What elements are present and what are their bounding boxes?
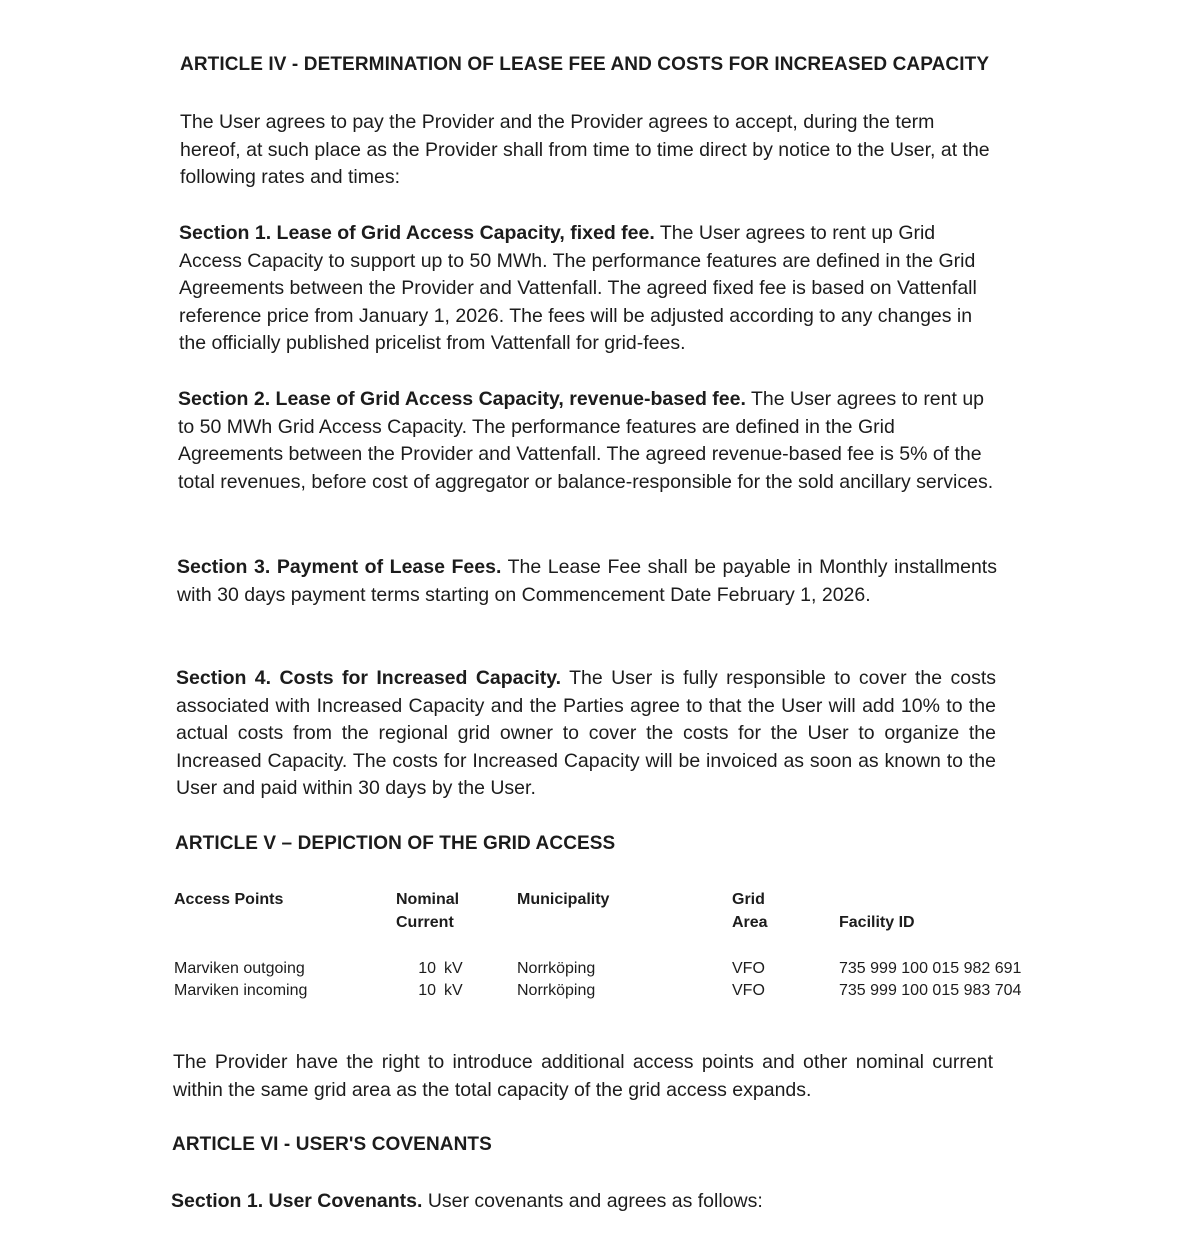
article-iv-heading: ARTICLE IV - DETERMINATION OF LEASE FEE AND COSTS FOR INCREASED CAPACITY — [180, 54, 990, 75]
section-2-heading: Section 2. Lease of Grid Access Capacity, revenue-based fee. — [178, 388, 746, 410]
row-2-current-unit: kV — [444, 982, 463, 999]
article-vi-section-1-text: User covenants and agrees as follows: — [427, 1190, 763, 1212]
col-header-municipality: Municipality — [517, 891, 610, 908]
col-header-facility-id: Facility ID — [839, 914, 915, 931]
row-2-current-value: 10 — [418, 982, 436, 999]
row-1-current-value: 10 — [418, 960, 436, 977]
row-1-current-unit: kV — [444, 960, 463, 977]
section-4-paragraph — [176, 665, 996, 803]
section-3-paragraph — [177, 554, 997, 609]
article-iv-intro: The User agrees to pay the Provider and the Provider agrees to accept, during the term hereof, at such place as the Provider shall from time to time direct by notice to the User, at the following rates and times: — [180, 111, 990, 189]
col-header-access-points: Access Points — [174, 891, 284, 908]
row-1-access-point: Marviken outgoing — [174, 960, 305, 977]
section-1-text: The User agrees to rent up Grid Access Capacity to support up to 50 MWh. The performance features are defined in the Grid Agreements between the Provider and Vattenfall. The agreed fixed fee is based on Vattenfall reference price from January 1, 2026. The fees will be adjusted according to any changes in the officially published pricelist from Vattenfall for grid-fees. — [179, 222, 977, 355]
section-2-text: The User agrees to rent up to 50 MWh Grid Access Capacity. The performance features are defined in the Grid Agreements between the Provider and Vattenfall. The agreed revenue-based fee is 5% of the total revenues, before cost of aggregator or balance-responsible for the sold ancillary services. — [178, 388, 994, 493]
row-2-access-point: Marviken incoming — [174, 982, 308, 999]
row-1-current — [414, 958, 463, 980]
article-vi-heading: ARTICLE VI - USER'S COVENANTS — [172, 1134, 492, 1155]
col-header-area: Area — [732, 914, 768, 931]
col-header-nominal: Nominal — [396, 891, 460, 908]
article-vi-section-1-heading: Section 1. User Covenants. — [171, 1190, 423, 1212]
col-header-grid: Grid — [732, 891, 765, 908]
row-2-facility-id: 735 999 100 015 983 704 — [839, 982, 1022, 999]
section-1-paragraph — [179, 220, 999, 358]
section-3-heading: Section 3. Payment of Lease Fees. — [177, 556, 502, 578]
row-2-current — [414, 980, 463, 1002]
article-v-heading: ARTICLE V – DEPICTION OF THE GRID ACCESS — [175, 833, 616, 854]
row-1-facility-id: 735 999 100 015 982 691 — [839, 960, 1022, 977]
article-vi-section-1-paragraph — [171, 1188, 991, 1216]
row-1-municipality: Norrköping — [517, 960, 596, 977]
section-4-heading: Section 4. Costs for Increased Capacity. — [176, 667, 562, 689]
section-2-paragraph — [178, 386, 998, 496]
section-1-heading: Section 1. Lease of Grid Access Capacity, fixed fee. — [179, 222, 655, 244]
row-2-municipality: Norrköping — [517, 982, 596, 999]
section-3-text: The Lease Fee shall be payable in Monthly installments with 30 days payment terms starting on Commencement Date February 1, 2026. — [177, 556, 997, 606]
section-4-text: The User is fully responsible to cover the costs associated with Increased Capacity and the Parties agree to that the User will add 10% to the actual costs from the regional grid owner to cover the costs for the User to organize the Increased Capacity. The costs for Increased Capacity will be invoiced as soon as known to the User and paid within 30 days by the User. — [176, 667, 996, 800]
article-v-note: The Provider have the right to introduce additional access points and other nominal current within the same grid area as the total capacity of the grid access expands. — [173, 1051, 993, 1101]
col-header-current: Current — [396, 914, 454, 931]
row-2-grid-area: VFO — [732, 982, 765, 999]
row-1-grid-area: VFO — [732, 960, 765, 977]
